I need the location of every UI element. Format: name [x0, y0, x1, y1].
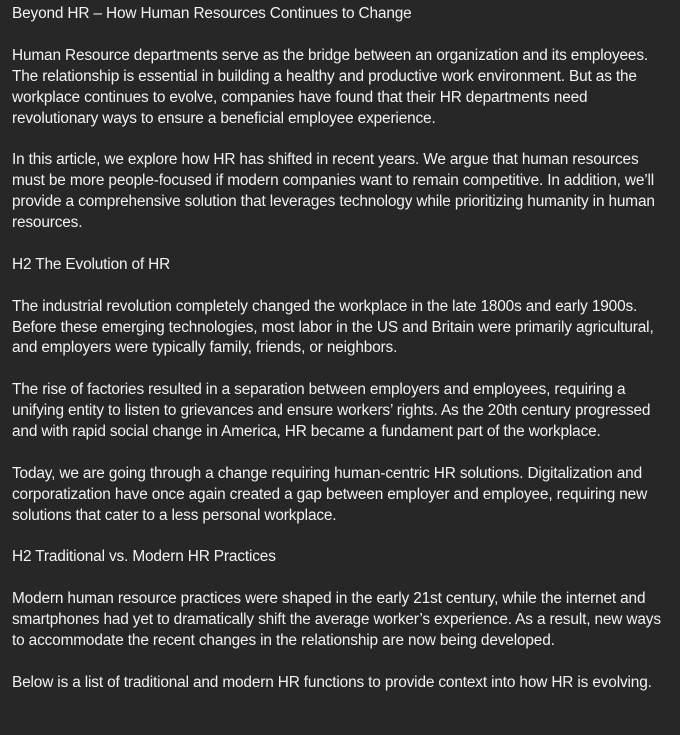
document-title: Beyond HR – How Human Resources Continues to Change	[12, 5, 412, 22]
practices-paragraph-2: Below is a list of traditional and modern HR functions to provide context into how HR is evolving.	[12, 673, 652, 691]
evolution-paragraph-3: Today, we are going through a change requiring human-centric HR solutions. Digitalization and corporatization have once again created a gap between employer and employee, requiring new solutions that cater to a less personal workplace.	[12, 464, 648, 524]
practices-paragraph-1: Modern human resource practices were shaped in the early 21st century, while the internet and smartphones had yet to dramatically shift the average worker’s experience. As a result, new ways to accommodate the recent changes in the relationship are now being developed.	[12, 590, 661, 650]
section-heading-practices: H2 Traditional vs. Modern HR Practices	[12, 548, 276, 566]
intro-paragraph-2: In this article, we explore how HR has shifted in recent years. We argue that human resources must be more people-focused if modern companies want to remain competitive. In addition, we’ll provide a comprehensive solution that leverages technology while prioritizing humanity in human resources.	[12, 151, 655, 232]
section-heading-evolution: H2 The Evolution of HR	[12, 255, 171, 273]
intro-paragraph-1: Human Resource departments serve as the bridge between an organization and its employees. The relationship is essential in building a healthy and productive work environment. But as the workplace continues to evolve, companies have found that their HR departments need revolutionary ways to ensure a beneficial employee experience.	[12, 46, 648, 127]
evolution-paragraph-1: The industrial revolution completely changed the workplace in the late 1800s and early 1900s. Before these emerging technologies, most labor in the US and Britain were primarily agricultural, and employers were typically family, friends, or neighbors.	[12, 297, 654, 357]
evolution-paragraph-2: The rise of factories resulted in a separation between employers and employees, requiring a unifying entity to listen to grievances and ensure workers’ rights. As the 20th century progressed and with rapid social change in America, HR became a fundament part of the workplace.	[12, 381, 651, 441]
